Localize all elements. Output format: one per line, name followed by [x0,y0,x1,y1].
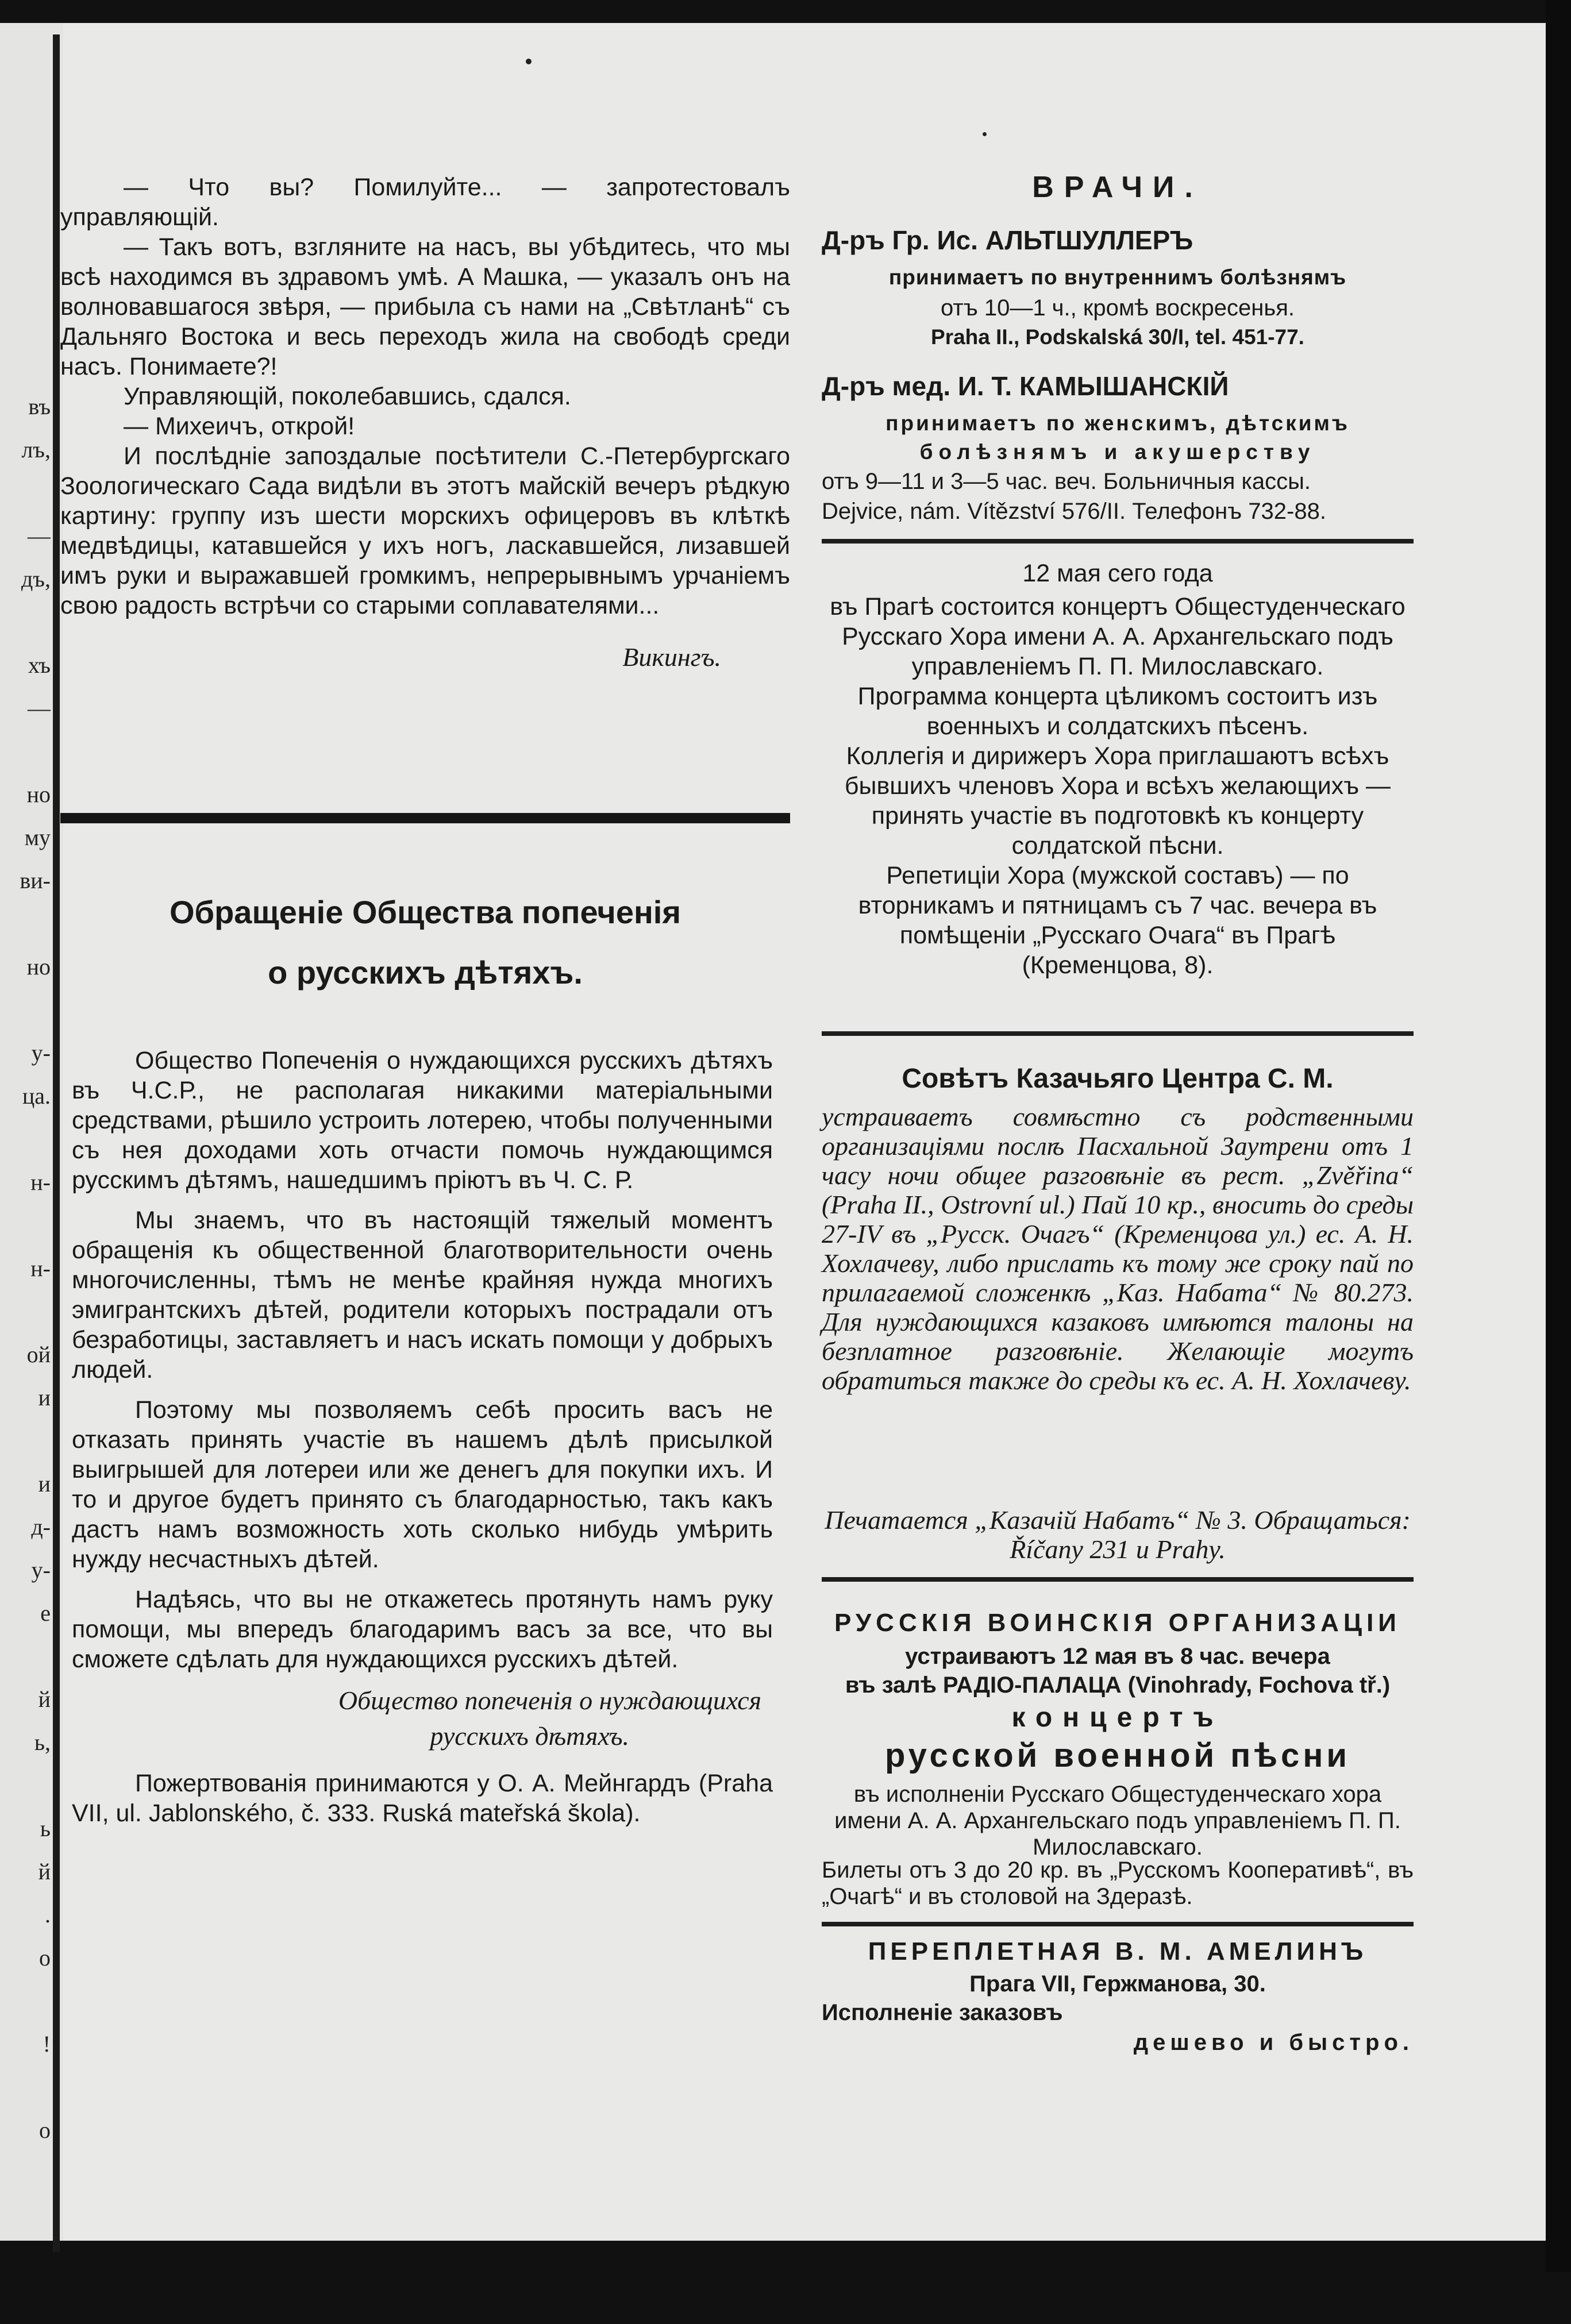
section-divider [60,813,790,823]
concert-paragraph: Репетиціи Хора (мужской составъ) — по вторникамъ и пятницамъ съ 7 час. вечера въ помѣщеніи „Русскаго Очага“ въ Прагѣ (Кременцова, 8). [858,862,1377,979]
story-section [60,172,790,672]
right-column [822,0,1414,2272]
scan-edge [1546,0,1571,2272]
margin-fragment: ь [40,1816,51,1841]
story-paragraph: — Михеичъ, открой! [124,413,355,440]
margin-fragment: хъ [28,652,51,678]
story-paragraph: Управляющій, поколебавшись, сдался. [124,383,571,410]
margin-fragment: ца. [22,1083,51,1109]
margin-fragment: . [45,1902,51,1928]
appeal-signature-line2: русскихъ дѣтяхъ. [430,1721,629,1751]
margin-fragment: но [26,781,51,807]
appeal-signature-line1: Общество попеченія о нуждающихся [338,1686,761,1715]
story-paragraph: И послѣдніе запоздалые посѣтители С.-Петербургскаго Зоологическаго Сада видѣли въ этотъ майскій вечеръ рѣдкую картину: группу изъ шести морскихъ офицеровъ въ клѣткѣ медвѣдицы, катавшейся у ихъ ногъ, ласкавшейся, лизавшей имъ руки и выражавшей громкимъ, непрерывнымъ урчаніемъ свою радость встрѣчи со старыми соплавателями... [60,442,790,619]
doctors-heading: ВРАЧИ. [1032,171,1203,204]
margin-fragment: е [40,1600,51,1626]
doctor1-specialty: принимаетъ по внутреннимъ болѣзнямъ [888,265,1347,289]
concert-date: 12 мая сего года [1022,560,1213,587]
military-line2: въ залѣ РАДІО-ПАЛАЦА (Vinohrady, Fochova tř.) [845,1672,1391,1698]
margin-fragment: ви- [20,868,51,893]
appeal-paragraph: Общество Попеченія о нуждающихся русскихъ дѣтяхъ въ Ч.С.Р., не располагая никакими матеріальными средствами, рѣшило устроить лотерею, чтобы полученными съ нея доходами хоть отчасти помочь нуждающимся русскимъ дѣтямъ, нашедшимъ пріютъ въ Ч. С. Р. [72,1047,773,1194]
doctor2-specialty: принимаетъ по женскимъ, дѣтскимъ [885,411,1350,435]
binding-rule [53,34,60,2252]
military-body: въ исполненіи Русскаго Общестуденческаго хора имени А. А. Архангельскаго подъ управленіемъ П. П. Милославскаго. [834,1782,1401,1860]
margin-fragment [0,988,51,1031]
appeal-paragraph: Мы знаемъ, что въ настоящій тяжелый моментъ обращенія къ общественной благотворительности очень многочисленны, тѣмъ не менѣе крайняя нужда многихъ эмигрантскихъ дѣтей, родители которыхъ пострадали отъ безработицы, заставляетъ и насъ искать помощи у добрыхъ людей. [72,1207,773,1383]
appeal-title-line1: Обращеніе Общества попеченія [169,894,681,930]
section-divider [822,1031,1414,1036]
concert-paragraph: Программа концерта цѣликомъ состоитъ изъ военныхъ и солдатскихъ пѣсенъ. [857,683,1378,740]
donations-note: Пожертвованія принимаются у О. А. Мейнгардъ (Praha VII, ul. Jablonského, č. 333. Ruská mateřská škola). [72,1770,773,1827]
margin-fragment: у- [31,1040,51,1066]
margin-fragment: — [28,523,51,549]
margin-fragment [0,1635,51,1678]
margin-fragment: въ [28,394,51,419]
bindery-address: Прага VII, Гержманова, 30. [969,1971,1266,1997]
appeal-paragraph: Надѣясь, что вы не откажетесь протянуть намъ руку помощи, мы впередъ благодаримъ васъ за все, что вы сможете сдѣлать для нуждающихся русскихъ дѣтей. [72,1586,773,1673]
margin-fragment: дъ, [21,566,51,592]
cossack-print-note: Печатается „Казачій Набатъ“ № 3. Обращаться: Říčany 231 и Prahy. [825,1505,1411,1564]
story-paragraph: — Такъ вотъ, взгляните на насъ, вы убѣдитесь, что мы всѣ находимся въ здравомъ умѣ. А Машка, — указалъ онъ на волновавшагося звѣря, — прибыла съ нами на „Свѣтланѣ“ съ Дальняго Востока и весь переходъ жила на свободѣ среди насъ. Понимаете?! [60,233,790,380]
margin-fragment: н- [30,1169,51,1195]
margin-fragment: му [24,824,51,850]
margin-fragment [0,902,51,945]
margin-fragment [0,1290,51,1333]
margin-fragment: д- [31,1514,51,1540]
margin-fragment [0,471,51,514]
margin-fragment [0,730,51,773]
bindery-line2: дешево и быстро. [1133,2030,1414,2055]
margin-fragment [0,2281,51,2324]
margin-fragment [0,2065,51,2109]
story-signature: Викингъ. [622,642,721,672]
concert-paragraph: Коллегія и дирижеръ Хора приглашаютъ всѣхъ бывшихъ членовъ Хора и всѣхъ желающихъ — принять участіе въ подготовкѣ къ концерту солдатской пѣсни. [844,742,1391,860]
margin-fragment: ой [26,1342,51,1367]
margin-fragment: й [38,1859,51,1884]
doctor2-specialty-2: болѣзнямъ и акушерству [919,440,1316,464]
appeal-paragraph: Поэтому мы позволяемъ себѣ просить васъ не отказать принять участіе въ нашемъ дѣлѣ присылкой выигрышей для лотереи или же денегъ для покупки ихъ. И то и другое будетъ принято съ благодарностью, такъ какъ дастъ намъ возможность хоть сколько нибудь умѣрить нужду несчастныхъ дѣтей. [72,1396,773,1573]
doctor2-hours: отъ 9—11 и 3—5 час. веч. Больничныя кассы. [822,469,1311,494]
margin-fragments [0,385,51,2324]
margin-fragment: лъ, [21,437,51,463]
margin-fragment [0,2152,51,2195]
margin-fragment [0,2238,51,2281]
military-tickets: Билеты отъ 3 до 20 кр. въ „Русскомъ Кооперативѣ“, въ „Очагѣ“ и въ столовой на Здеразѣ. [822,1857,1414,1909]
military-concert-word: концертъ [1011,1702,1224,1733]
margin-fragment [0,1979,51,2022]
margin-fragment: и [38,1385,51,1410]
doctor1-address: Praha II., Podskalská 30/I, tel. 451-77. [931,325,1304,349]
margin-fragment [0,1117,51,1161]
bindery-title: ПЕРЕПЛЕТНАЯ В. М. АМЕЛИНЪ [868,1937,1368,1965]
doctor2-name: Д-ръ мед. И. Т. КАМЫШАНСКІЙ [822,371,1229,401]
margin-fragment [0,1419,51,1462]
section-divider [822,539,1414,544]
bindery-line1: Исполненіе заказовъ [822,2000,1063,2025]
military-line1: устраиваютъ 12 мая въ 8 час. вечера [905,1644,1330,1669]
margin-fragment: но [26,954,51,980]
cossack-heading: Совѣтъ Казачьяго Центра С. М. [902,1063,1334,1094]
military-concert-title: русской военной пѣсни [884,1737,1351,1774]
margin-fragment [0,2195,51,2238]
left-column [60,0,790,2272]
appeal-body [72,1046,773,1828]
section-divider [822,1922,1414,1926]
story-paragraph: — Что вы? Помилуйте... — запротестовалъ управляющій. [60,174,790,231]
margin-fragment [0,1204,51,1247]
margin-fragment: — [28,695,51,721]
section-divider [822,1577,1414,1582]
margin-fragment: и [38,1471,51,1497]
margin-fragment: у- [31,1557,51,1583]
doctor2-address: Dejvice, nám. Vítězství 576/II. Телефонъ 732-88. [822,499,1326,524]
doctor1-name: Д-ръ Гр. Ис. АЛЬТШУЛЛЕРЪ [822,225,1193,255]
concert-notice [822,592,1414,980]
margin-fragment [0,600,51,643]
margin-fragment: й [38,1686,51,1712]
margin-fragment [0,1764,51,1807]
concert-paragraph: въ Прагѣ состоится концертъ Общестуденческаго Русскаго Хора имени А. А. Архангельскаго подъ управленіемъ П. П. Милославскаго. [830,593,1406,680]
margin-fragment: о [39,1945,51,1971]
margin-fragment: ь, [34,1729,51,1755]
military-heading: РУССКІЯ ВОИНСКІЯ ОРГАНИЗАЦІИ [834,1609,1401,1637]
margin-fragment: н- [30,1255,51,1281]
margin-fragment: о [39,2117,51,2143]
appeal-title-line2: о русскихъ дѣтяхъ. [268,954,583,991]
margin-fragment: ! [43,2031,51,2057]
cossack-body: устраиваетъ совмѣстно съ родственными организаціями послѣ Пасхальной Заутрени отъ 1 часу ночи общее разговѣніе въ рест. „Zvěřina“ (Praha II., Ostrovní ul.) Пай 10 кр., вносить до среды 27-IV въ „Русск. Очагъ“ (Кременцова ул.) ес. А. Н. Хохлачеву, либо прислать къ тому же сроку пай по прилагаемой сложенкѣ „Каз. Набата“ № 80.273. Для нуждающихся казаковъ имѣются талоны на безплатное разговѣніе. Желающіе могутъ обратиться также до среды къ ес. А. Н. Хохлачеву. [822,1102,1414,1395]
doctor1-hours: отъ 10—1 ч., кромѣ воскресенья. [941,295,1295,321]
